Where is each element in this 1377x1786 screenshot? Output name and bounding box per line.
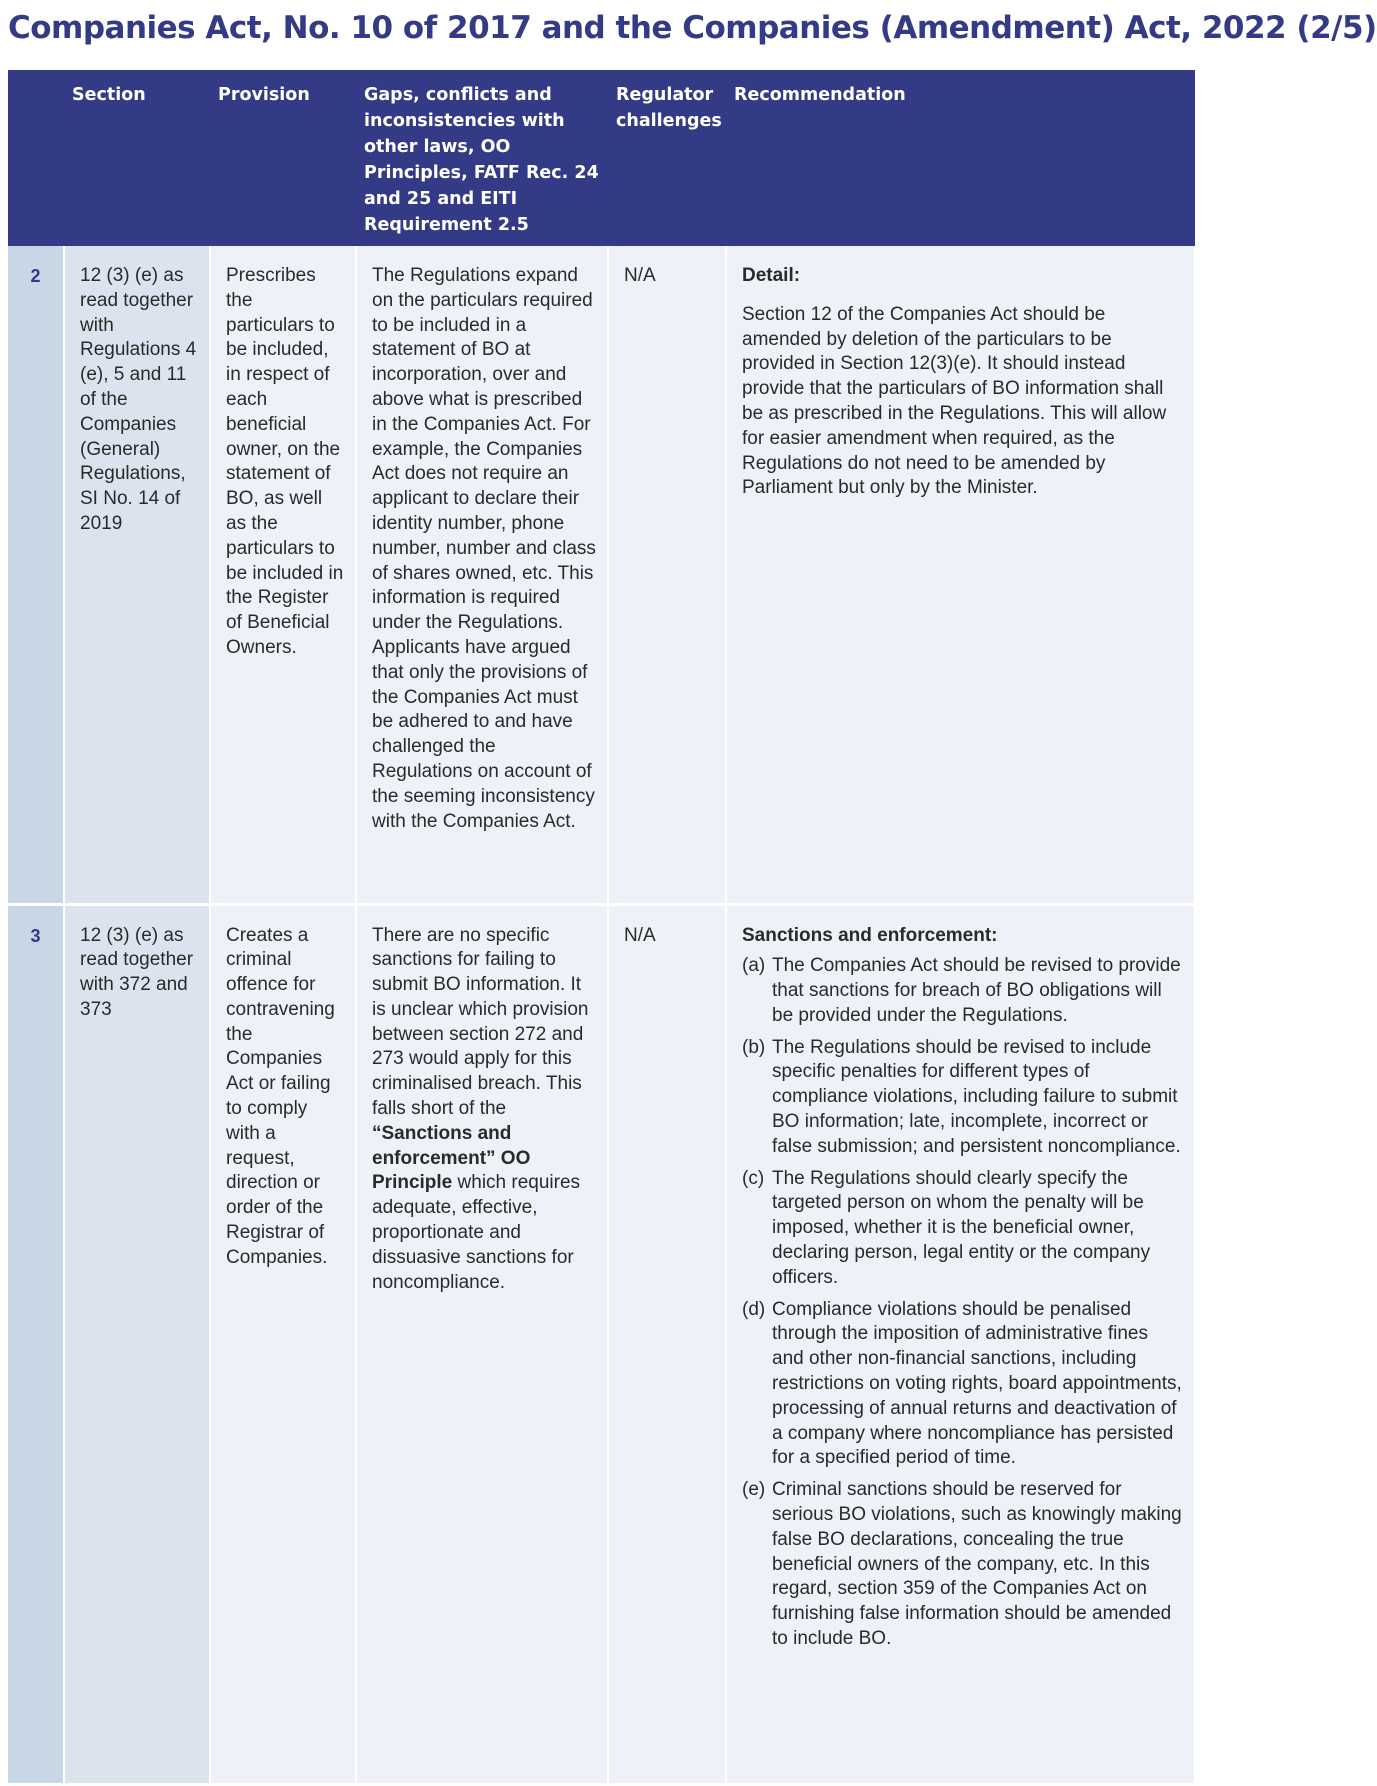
recommendation-heading: Detail: xyxy=(742,265,801,286)
provision-cell: Creates a criminal offence for contravening the Companies Act or failing to comply with a request, direction or order of the Registrar of Companies. xyxy=(210,904,356,1784)
list-item-text: The Regulations should be revised to include specific penalties for different types of compliance violations, including failure to submit BO information; late, incomplete, incorrect or false submission; and persistent noncompliance. xyxy=(772,1036,1181,1157)
list-item-text: The Companies Act should be revised to provide that sanctions for breach of BO obligations will be provided under the Regulations. xyxy=(772,955,1181,1026)
list-item xyxy=(742,954,1184,1028)
section-cell: 12 (3) (e) as read together with 372 and 373 xyxy=(64,904,210,1784)
list-marker: (c) xyxy=(742,1167,765,1189)
list-item-text: Compliance violations should be penalised through the imposition of administrative fines and other non-financial sanctions, including restrictions on voting rights, board appointments, processing of annual returns and deactivation of a company where noncompliance has persisted for a specified period of time. xyxy=(772,1298,1182,1469)
table-row xyxy=(8,246,1195,904)
list-item-text: The Regulations should clearly specify the targeted person on whom the penalty will be imposed, whether it is the beneficial owner, declaring person, legal entity or the company officers. xyxy=(772,1167,1151,1288)
row-number: 3 xyxy=(8,904,64,1784)
list-item xyxy=(742,1167,1184,1291)
section-cell: 12 (3) (e) as read together with Regulations 4 (e), 5 and 11 of the Companies (General) Regulations, SI No. 14 of 2019 xyxy=(64,246,210,904)
recommendation-list xyxy=(742,954,1184,1652)
page-title: Companies Act, No. 10 of 2017 and the Companies (Amendment) Act, 2022 (2/5) xyxy=(8,10,1377,46)
regulator-challenges-cell: N/A xyxy=(608,246,726,904)
regulator-challenges-cell: N/A xyxy=(608,904,726,1784)
header-gaps: Gaps, conflicts and inconsistencies with other laws, OO Principles, FATF Rec. 24 and 25 and EITI Requirement 2.5 xyxy=(356,70,608,246)
gaps-text-end: which requires adequate, effective, proportionate and dissuasive sanctions for noncompliance. xyxy=(372,1172,581,1293)
list-item xyxy=(742,1298,1184,1472)
list-item xyxy=(742,1036,1184,1160)
header-number xyxy=(8,70,64,246)
gaps-text-start: There are no specific sanctions for failing to submit BO information. It is unclear which provision between section 272 and 273 would apply for this criminalised breach. This falls short of the xyxy=(372,924,589,1120)
recommendation-cell xyxy=(726,904,1195,1784)
recommendations-table xyxy=(8,70,1196,1786)
list-marker: (d) xyxy=(742,1298,766,1320)
header-provision: Provision xyxy=(210,70,356,246)
recommendation-heading: Sanctions and enforcement: xyxy=(742,924,998,946)
table-row xyxy=(8,904,1195,1784)
recommendation-cell xyxy=(726,246,1195,904)
header-section: Section xyxy=(64,70,210,246)
oo-principle-reference: “Sanctions and enforcement” OO Principle xyxy=(372,1122,531,1194)
header-recommendation: Recommendation xyxy=(726,70,1195,246)
recommendation-text: Section 12 of the Companies Act should be amended by deletion of the particulars to be provided in Section 12(3)(e). It should instead provide that the particulars of BO information shall be as prescribed in the Regulations. This will allow for easier amendment when required, as the Regulations do not need to be amended by Parliament but only by the Minister. xyxy=(742,303,1167,499)
table-header-row xyxy=(8,70,1195,246)
gaps-cell xyxy=(356,904,608,1784)
provision-cell: Prescribes the particulars to be included, in respect of each beneficial owner, on the statement of BO, as well as the particulars to be included in the Register of Beneficial Owners. xyxy=(210,246,356,904)
list-item xyxy=(742,1478,1184,1652)
list-marker: (a) xyxy=(742,955,766,977)
header-regulator-challenges: Regulator challenges xyxy=(608,70,726,246)
list-marker: (b) xyxy=(742,1036,766,1058)
list-marker: (e) xyxy=(742,1479,766,1501)
list-item-text: Criminal sanctions should be reserved for serious BO violations, such as knowingly making false BO declarations, concealing the true beneficial owners of the company, etc. In this regard, section 359 of the Companies Act on furnishing false information should be amended to include BO. xyxy=(772,1479,1182,1650)
gaps-cell: The Regulations expand on the particulars required to be included in a statement of BO at incorporation, over and above what is prescribed in the Companies Act. For example, the Companies Act does not require an applicant to declare their identity number, phone number, number and class of shares owned, etc. This information is required under the Regulations. Applicants have argued that only the provisions of the Companies Act must be adhered to and have challenged the Regulations on account of the seeming inconsistency with the Companies Act. xyxy=(356,246,608,904)
row-number: 2 xyxy=(8,246,64,904)
